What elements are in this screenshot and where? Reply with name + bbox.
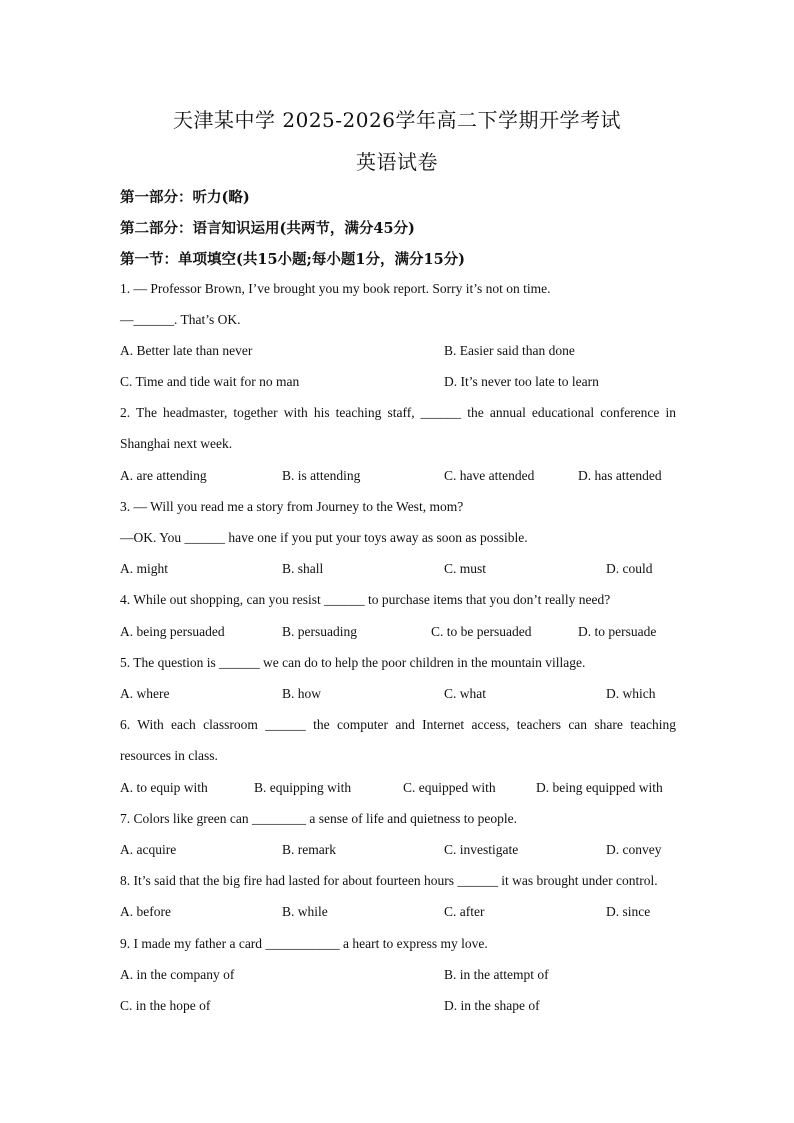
question-2-option-a: A. are attending [120,468,207,483]
question-8-option-c: C. after [444,904,485,919]
question-3-line-2: —OK. You ______ have one if you put your toys away as soon as possible. [120,530,528,545]
question-9-option-b: B. in the attempt of [444,967,549,982]
question-1-option-c: C. Time and tide wait for no man [120,374,300,389]
exam-subtitle: 英语试卷 [356,150,438,174]
question-6-option-b: B. equipping with [254,780,352,795]
question-2-option-c: C. have attended [444,468,535,483]
question-2-line-1: 2. The headmaster, together with his teaching staff, ______ the annual educational conference in [120,405,676,420]
section-heading-section1: 第一节：单项填空(共15小题;每小题1分，满分15分) [120,251,466,268]
question-8-option-d: D. since [606,904,651,919]
question-9-line-1: 9. I made my father a card ___________ a heart to express my love. [120,936,488,951]
question-8-option-b: B. while [282,904,328,919]
question-6-line-1: 6. With each classroom ______ the computer and Internet access, teachers can share teaching [120,717,676,732]
question-8-option-a: A. before [120,904,171,919]
question-1-line-2: —______. That’s OK. [120,312,241,327]
question-5-option-c: C. what [444,686,486,701]
question-2-line-2: Shanghai next week. [120,436,233,451]
question-6-option-c: C. equipped with [403,780,496,795]
question-4-option-d: D. to persuade [578,624,657,639]
question-6-line-2: resources in class. [120,748,218,763]
question-9-option-d: D. in the shape of [444,998,540,1013]
question-4-option-b: B. persuading [282,624,357,639]
question-1-option-d: D. It’s never too late to learn [444,374,599,389]
question-7-option-c: C. investigate [444,842,519,857]
question-8-line-1: 8. It’s said that the big fire had lasted for about fourteen hours ______ it was brought under control. [120,873,658,888]
question-2-option-d: D. has attended [578,468,662,483]
question-2-option-b: B. is attending [282,468,361,483]
question-3-option-c: C. must [444,561,487,576]
question-4-option-c: C. to be persuaded [431,624,532,639]
question-7-line-1: 7. Colors like green can ________ a sense of life and quietness to people. [120,811,518,826]
question-7-option-b: B. remark [282,842,336,857]
question-7-option-d: D. convey [606,842,662,857]
question-6-option-a: A. to equip with [120,780,208,795]
question-3-option-b: B. shall [282,561,324,576]
question-3-line-1: 3. — Will you read me a story from Journey to the West, mom? [120,499,464,514]
question-5-line-1: 5. The question is ______ we can do to help the poor children in the mountain village. [120,655,586,670]
question-1-option-a: A. Better late than never [120,343,253,358]
question-4-option-a: A. being persuaded [120,624,225,639]
question-1-option-b: B. Easier said than done [444,343,575,358]
question-4-line-1: 4. While out shopping, can you resist ______ to purchase items that you don’t really need? [120,592,611,607]
question-9-option-a: A. in the company of [120,967,235,982]
question-3-option-a: A. might [120,561,169,576]
question-6-option-d: D. being equipped with [536,780,663,795]
question-5-option-d: D. which [606,686,656,701]
section-heading-part2: 第二部分：语言知识运用(共两节，满分45分) [120,220,415,237]
question-5-option-b: B. how [282,686,322,701]
question-3-option-d: D. could [606,561,653,576]
section-heading-part1: 第一部分：听力(略) [120,189,250,206]
exam-title: 天津某中学 2025-2026学年高二下学期开学考试 [173,108,621,132]
question-5-option-a: A. where [120,686,170,701]
question-7-option-a: A. acquire [120,842,177,857]
question-9-option-c: C. in the hope of [120,998,211,1013]
question-1-line-1: 1. — Professor Brown, I’ve brought you my book report. Sorry it’s not on time. [120,281,551,296]
